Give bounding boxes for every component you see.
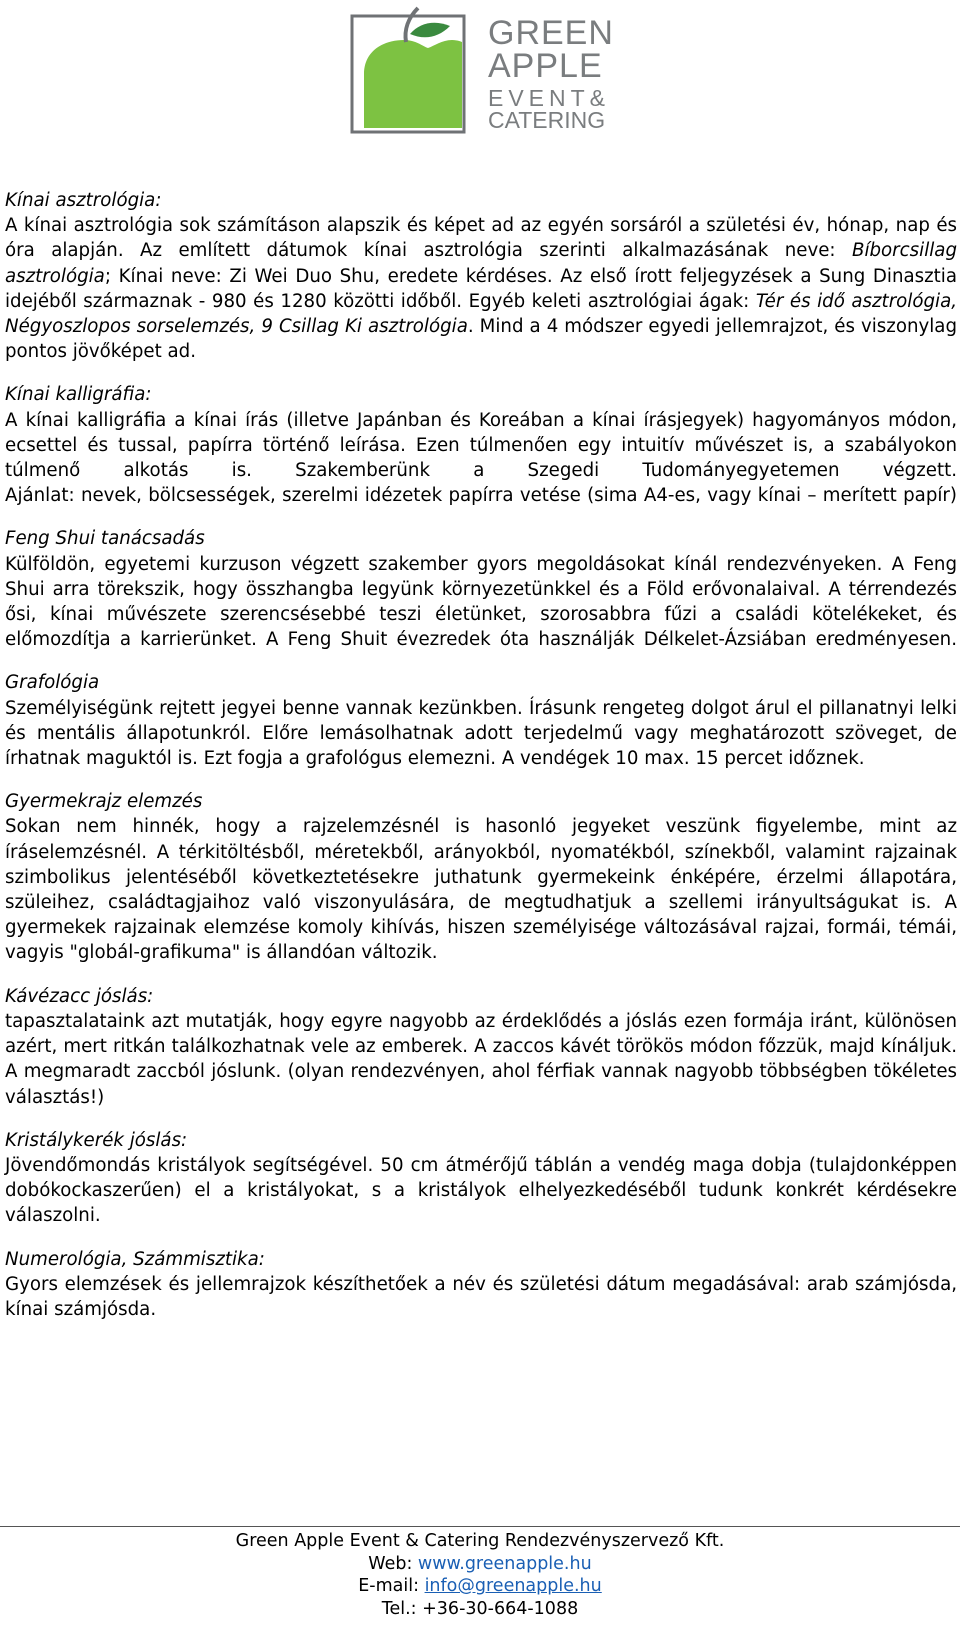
section-heading: Gyermekrajz elemzés [5,791,203,813]
footer-web [0,1553,960,1576]
footer-email-link[interactable]: info@greenapple.hu [424,1576,602,1596]
footer-phone: Tel.: +36-30-664-1088 [381,1598,579,1619]
section-paragraph: Külföldön, egyetemi kurzuson végzett szakember gyors megoldásokat kínál rendezvényeken. A Feng Shui arra törekszik, hogy összhangba legyünk környezetünkkel és a Föld erővonalaival. A térrendezés ősi, kínai művészete szerencsésebbé teszi életünket, szorosabbra fűzi a családi kötelékeket, és előmozdítja a karrierünket. A Feng Shuit évezredek óta használják Délkelet-Ázsiában eredményesen. [5,553,957,651]
section-paragraph: tapasztalataink azt mutatják, hogy egyre nagyobb az érdeklődés a jóslás ezen formája iránt, különösen azért, mert ritkán találkozhatnak vele az emberek. A zaccos kávét törökös módon főzzük, majd kínáljuk. A megmaradt zaccból jóslunk. (olyan rendezvényen, ahol férfiak vannak nagyobb többségben tökéletes választás!) [5,1010,957,1108]
section-heading: Kínai asztrológia: [5,190,162,211]
section-heading: Kristálykerék jóslás: [5,1129,188,1151]
section-paragraph: Személyiségünk rejtett jegyei benne vannak kezünkben. Írásunk rengeteg dolgot árul el pillanatnyi lelki és mentális állapotunkról. Előre lemásolhatnak adott terjedelmű vagy meghatározott szöveget, de írhatnak maguktól is. Ezt fogja a grafológus elemezni. A vendégek 10 max. 15 percet időznek. [5,697,957,770]
section-crystal-wheel [5,1128,957,1229]
italic-run: Bíborcsillag asztrológia [5,240,957,287]
logo-wordmark [488,16,614,132]
page-footer [0,1530,960,1620]
section-paragraph: Ajánlat: nevek, bölcsességek, szerelmi idézetek papírra vetése (sima A4-es, vagy kínai – merített papír) [5,485,957,507]
section-paragraph: Sokan nem hinnék, hogy a rajzelemzésnél is hasonló jegyeket veszünk figyelembe, mint az íráselemzésnél. A térkitöltésből, méretekből, arányokból, nyomatékból, színekből, valamint rajzainak szimbolikus jelentéséből következtetésekre juthatunk gyermekeink énképére, érzelmi állapotára, szüleihez, családtagjaihoz való viszonyulására, de megtudhatjuk a szellemi irányultságukat is. A gyermekek rajzainak elemzése komoly kihívás, hiszen személyisége változásával rajzai, formái, témái, vagyis "globál-grafikuma" is állandóan változik. [5,816,957,964]
footer-email-label: E-mail: [358,1576,425,1596]
section-calligraphy [5,382,957,508]
footer-divider [0,1526,960,1527]
apple-icon [346,4,486,136]
section-paragraph: Gyors elemzések és jellemrajzok készíthetőek a név és születési dátum megadásával: arab számjósda, kínai számjósda. [5,1273,957,1320]
document-body [5,188,957,1340]
logo-text-green: GREEN [488,14,614,52]
text-run: . Mind a 4 módszer egyedi jellemrajzot, és viszonylag pontos jövőképet ad. [5,316,957,363]
text-run: ; Kínai neve: Zi Wei Duo Shu, eredete kérdéses. Az első írott feljegyzések a Sung Dinasztia idejéből származnak - 980 és 1280 közötti időből. Egyéb keleti asztrológiai ágak: [5,265,957,312]
footer-email [0,1575,960,1598]
section-paragraph [5,213,957,364]
section-chinese-astrology [5,188,957,364]
section-graphology [5,670,957,771]
logo-text-apple: APPLE [488,47,603,85]
section-child-drawing [5,789,957,965]
company-logo [346,4,614,136]
italic-run: Tér és idő asztrológia, Négyoszlopos sorselemzés, 9 Csillag Ki asztrológia [5,290,957,338]
footer-company: Green Apple Event & Catering Rendezvényszervező Kft. [235,1531,725,1551]
logo-text-catering: CATERING [488,107,606,133]
section-heading: Numerológia, Számmisztika: [5,1248,265,1270]
section-feng-shui [5,526,957,652]
text-run: A kínai asztrológia sok számításon alapszik és képet ad az egyén sorsáról a születési év, hónap, nap és óra alapján. Az említett dátumok kínai asztrológia szerinti alkalmazásának neve: [5,215,957,262]
section-paragraph: Jövendőmondás kristályok segítségével. 50 cm átmérőjű táblán a vendég maga dobja (tulajdonképpen dobókockaszerűen) el a kristályokat, s a kristályok elhelyezkedéséből tudunk konkrét kérdésekre válaszolni. [5,1154,957,1227]
section-coffee-reading [5,984,957,1110]
section-heading: Grafológia [5,672,100,694]
footer-web-label: Web: [368,1553,418,1574]
section-heading: Kávézacc jóslás: [5,985,154,1007]
section-paragraph: A kínai kalligráfia a kínai írás (illetve Japánban és Koreában a kínai írásjegyek) hagyományos módon, ecsettel és tussal, papírra történő leírása. Ezen túlmenően egy intuitív művészet is, a szabályokon túlmenő alkotás is. Szakemberünk a Szegedi Tudományegyetemen végzett. [5,409,957,482]
section-numerology [5,1247,957,1323]
section-heading: Feng Shui tanácsadás [5,528,205,550]
section-heading: Kínai kalligráfia: [5,384,152,406]
footer-web-link[interactable]: www.greenapple.hu [417,1553,592,1574]
logo-text-event: EVENT& [488,85,611,111]
